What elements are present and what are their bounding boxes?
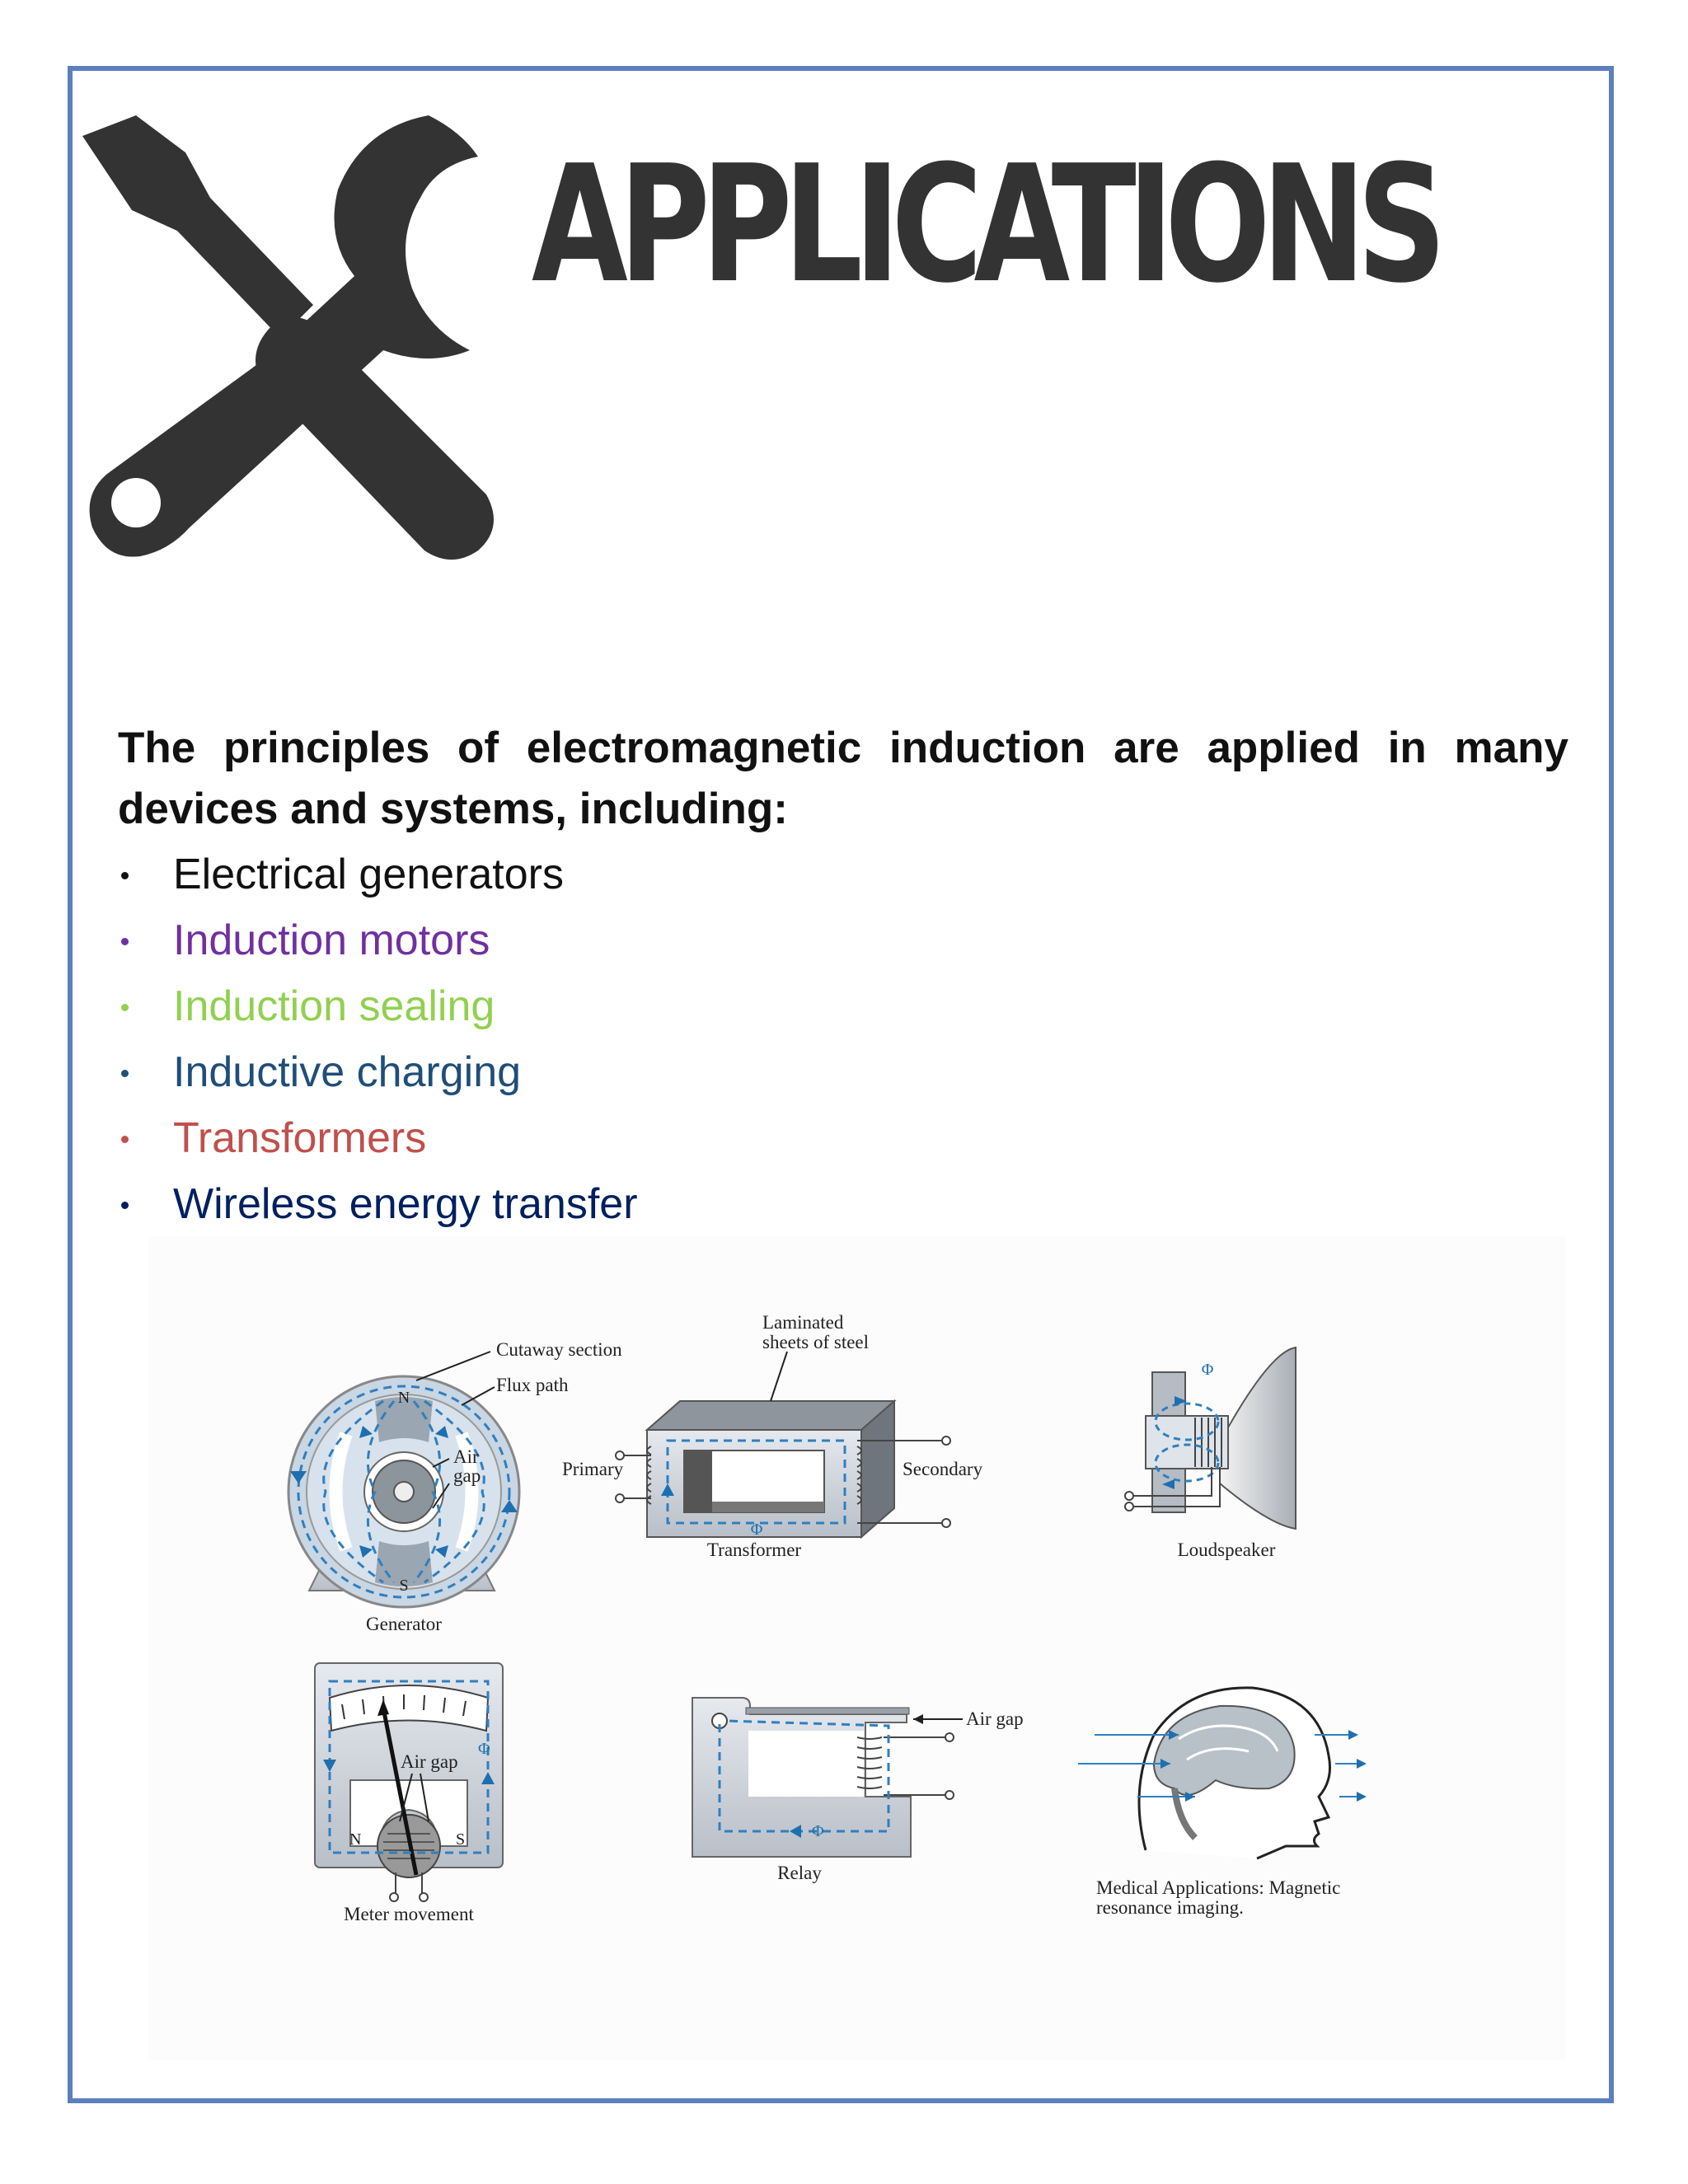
relay-flux-symbol: Φ — [812, 1822, 824, 1840]
list-item-label: Induction sealing — [173, 982, 495, 1030]
generator-flux-label: Flux path — [496, 1375, 569, 1395]
meter-caption: Meter movement — [344, 1904, 474, 1924]
meter-flux-symbol: Φ — [478, 1740, 490, 1758]
relay-air-gap-label: Air gap — [966, 1708, 1024, 1729]
list-item-label: Electrical generators — [173, 851, 564, 898]
generator-caption: Generator — [366, 1614, 442, 1634]
mri-caption-line2: resonance imaging. — [1096, 1897, 1244, 1918]
meter-south-label: S — [456, 1830, 466, 1849]
generator-air-label: Air — [453, 1446, 479, 1467]
transformer-flux-symbol: Φ — [750, 1521, 763, 1539]
relay-diagram — [692, 1698, 1024, 1883]
list-item-label: Transformers — [173, 1114, 427, 1162]
loudspeaker-flux-symbol: Φ — [1201, 1361, 1214, 1379]
generator-cutaway-label: Cutaway section — [496, 1339, 622, 1360]
meter-north-label: N — [349, 1830, 362, 1849]
mri-diagram — [1078, 1688, 1367, 1918]
transformer-caption: Transformer — [706, 1540, 802, 1560]
intro-paragraph: The principles of electromagnetic induction are applied in many devices and systems, including: — [118, 724, 1568, 833]
relay-caption: Relay — [777, 1863, 822, 1883]
meter-air-gap-label: Air gap — [401, 1751, 458, 1772]
transformer-primary-label: Primary — [562, 1459, 624, 1479]
meter-movement-diagram — [315, 1663, 503, 1924]
generator-south-label: S — [399, 1577, 409, 1595]
transformer-secondary-label: Secondary — [903, 1459, 983, 1479]
transformer-steel-label: sheets of steel — [762, 1332, 870, 1352]
loudspeaker-caption: Loudspeaker — [1177, 1540, 1276, 1560]
generator-diagram — [288, 1339, 622, 1634]
generator-north-label: N — [397, 1389, 410, 1407]
page-title: APPLICATIONS — [532, 131, 1438, 319]
loudspeaker-diagram — [1125, 1347, 1296, 1560]
transformer-laminated-label: Laminated — [762, 1312, 844, 1333]
list-item-label: Inductive charging — [173, 1048, 522, 1096]
generator-gap-label: gap — [453, 1465, 481, 1486]
list-item-label: Induction motors — [173, 916, 490, 964]
mri-caption-line1: Medical Applications: Magnetic — [1096, 1877, 1341, 1898]
transformer-diagram — [562, 1312, 983, 1560]
list-item-label: Wireless energy transfer — [173, 1180, 638, 1228]
